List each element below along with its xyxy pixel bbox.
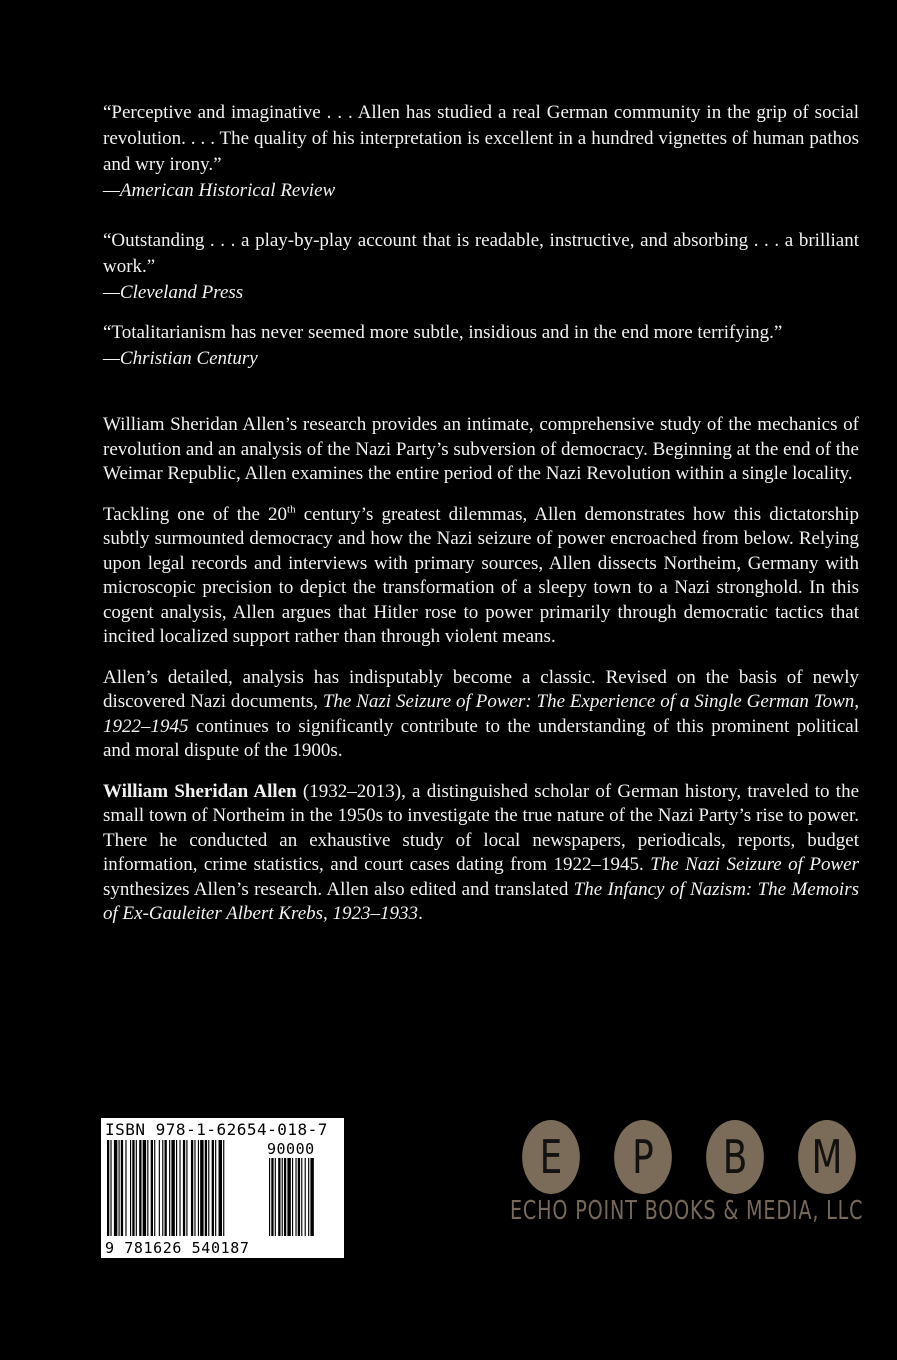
barcode-bar [171, 1140, 174, 1236]
quote-text: “Outstanding . . . a play-by-play account that is readable, instructive, and absorbing . . . a brilliant work.” [103, 230, 859, 277]
description [103, 413, 859, 943]
paragraph-summary: Tackling one of the 20th century’s greatest dilemmas, Allen demonstrates how this dictatorship subtly surmounted democracy and how the Nazi seizure of power encroached from below. Relying upon legal records and interviews with primary sources, Allen dissects Northeim, Germany with microscopic precision to depict the transformation of a sleepy town to a Nazi stronghold. In this cogent analysis, Allen argues that Hitler rose to power primarily through democratic tactics that incited localized support rather than through violent means. [103, 503, 859, 647]
barcode-bar [121, 1140, 123, 1236]
barcode-addon-bar [275, 1158, 276, 1236]
barcode-bar [114, 1140, 117, 1236]
logo-circle-b: B [706, 1120, 764, 1194]
barcode-bar [186, 1140, 187, 1236]
barcode-addon-bar [295, 1158, 296, 1236]
barcode-bar [130, 1140, 131, 1236]
barcode-bar [179, 1140, 180, 1236]
isbn-barcode [101, 1118, 344, 1258]
barcode-addon-bar [298, 1158, 300, 1236]
barcode-addon-bar [271, 1158, 273, 1236]
barcode-bar [183, 1140, 185, 1236]
barcode-bar [125, 1140, 126, 1236]
barcode-addon-bar [282, 1158, 283, 1236]
barcode-bar [200, 1140, 203, 1236]
barcode-addon-bar [292, 1158, 293, 1236]
review-quote [103, 100, 859, 204]
barcode-bar [223, 1140, 224, 1236]
logo-circle-m: M [798, 1120, 856, 1194]
price-code: 90000 [267, 1140, 315, 1158]
paragraph-intro: William Sheridan Allen’s research provides an intimate, comprehensive study of the mechanics of revolution and an analysis of the Nazi Party’s subversion of democracy. Beginning at the end of the Weimar Republic, Allen examines the entire period of the Nazi Revolution within a single locality. [103, 414, 859, 484]
barcode-bar [208, 1140, 209, 1236]
barcode-bar [219, 1140, 222, 1236]
review-quote [103, 320, 859, 372]
publisher-logo [510, 1120, 862, 1230]
quote-source: —Cleveland Press [103, 282, 244, 303]
book-title: The Nazi Seizure of Power [650, 854, 859, 875]
barcode-addon-bar [308, 1158, 309, 1236]
barcode-bar [139, 1140, 141, 1236]
barcode-addon-bar [287, 1158, 290, 1236]
barcode-bar [151, 1140, 153, 1236]
paragraph-classic: Allen’s detailed, analysis has indisputably become a classic. Revised on the basis of newly discovered Nazi documents, The Nazi Seizure of Power: The Experience of a Single German Town, 1922–1945 continues to significantly contribute to the understanding of this prominent political and moral dispute of the 1900s. [103, 666, 859, 761]
barcode-bar [159, 1140, 160, 1236]
barcode-bar [194, 1140, 195, 1236]
barcode-bar [215, 1140, 216, 1236]
barcode-bar [176, 1140, 177, 1236]
barcode-bar [169, 1140, 170, 1236]
book-title: The Infancy of Nazism: The Memoirs of Ex-Gauleiter Albert Krebs, 1923–1933 [103, 878, 859, 924]
quote-source: —American Historical Review [103, 180, 336, 201]
barcode-bar [143, 1140, 146, 1236]
barcode-number: 9 781626 540187 [105, 1239, 250, 1257]
review-quote [103, 228, 859, 306]
barcode-bar [205, 1140, 207, 1236]
barcode-bar [119, 1140, 120, 1236]
quote-source: —Christian Century [103, 348, 258, 369]
quote-text: “Perceptive and imaginative . . . Allen has studied a real German community in the grip of social revolution. . . . The quality of his interpretation is excellent in a hundred vignettes of human pathos and wry irony.” [103, 102, 859, 175]
logo-circle-p: P [614, 1120, 672, 1194]
barcode-bar [107, 1140, 109, 1236]
barcode-bar [212, 1140, 214, 1236]
publisher-name: ECHO POINT BOOKS & MEDIA, LLC [510, 1196, 864, 1226]
barcode-bar [154, 1140, 155, 1236]
barcode-bar [162, 1140, 163, 1236]
barcode-bar [136, 1140, 137, 1236]
author-name: William Sheridan Allen [103, 780, 297, 802]
isbn-label: ISBN 978-1-62654-018-7 [105, 1120, 328, 1139]
barcode-addon-bar [278, 1158, 280, 1236]
barcode-bar [191, 1140, 193, 1236]
barcode-bar [198, 1140, 199, 1236]
barcode-bar [132, 1140, 134, 1236]
barcode-addon-bar [284, 1158, 286, 1236]
quote-text: “Totalitarianism has never seemed more subtle, insidious and in the end more terrifying.” [103, 322, 783, 343]
barcode-addon-bar [310, 1158, 313, 1236]
logo-circle-e: E [522, 1120, 580, 1194]
barcode-bar [165, 1140, 167, 1236]
barcode-bar [147, 1140, 148, 1236]
barcode-addon-bar [269, 1158, 270, 1236]
barcode-addon-bar [301, 1158, 302, 1236]
barcode-bar [110, 1140, 111, 1236]
barcode-addon-bar [305, 1158, 306, 1236]
book-title: The Nazi Seizure of Power: The Experience of a Single German Town, 1922–1945 [103, 691, 859, 737]
paragraph-author-bio: William Sheridan Allen (1932–2013), a distinguished scholar of German history, traveled to the small town of Northeim in the 1950s to investigate the true nature of the Nazi Party’s rise to power. There he conducted an exhaustive study of local newspapers, periodicals, reports, budget information, crime statistics, and court cases dating from 1922–1945. The Nazi Seizure of Power synthesizes Allen’s research. Allen also edited and translated The Infancy of Nazism: The Memoirs of Ex-Gauleiter Albert Krebs, 1923–1933. [103, 780, 859, 924]
